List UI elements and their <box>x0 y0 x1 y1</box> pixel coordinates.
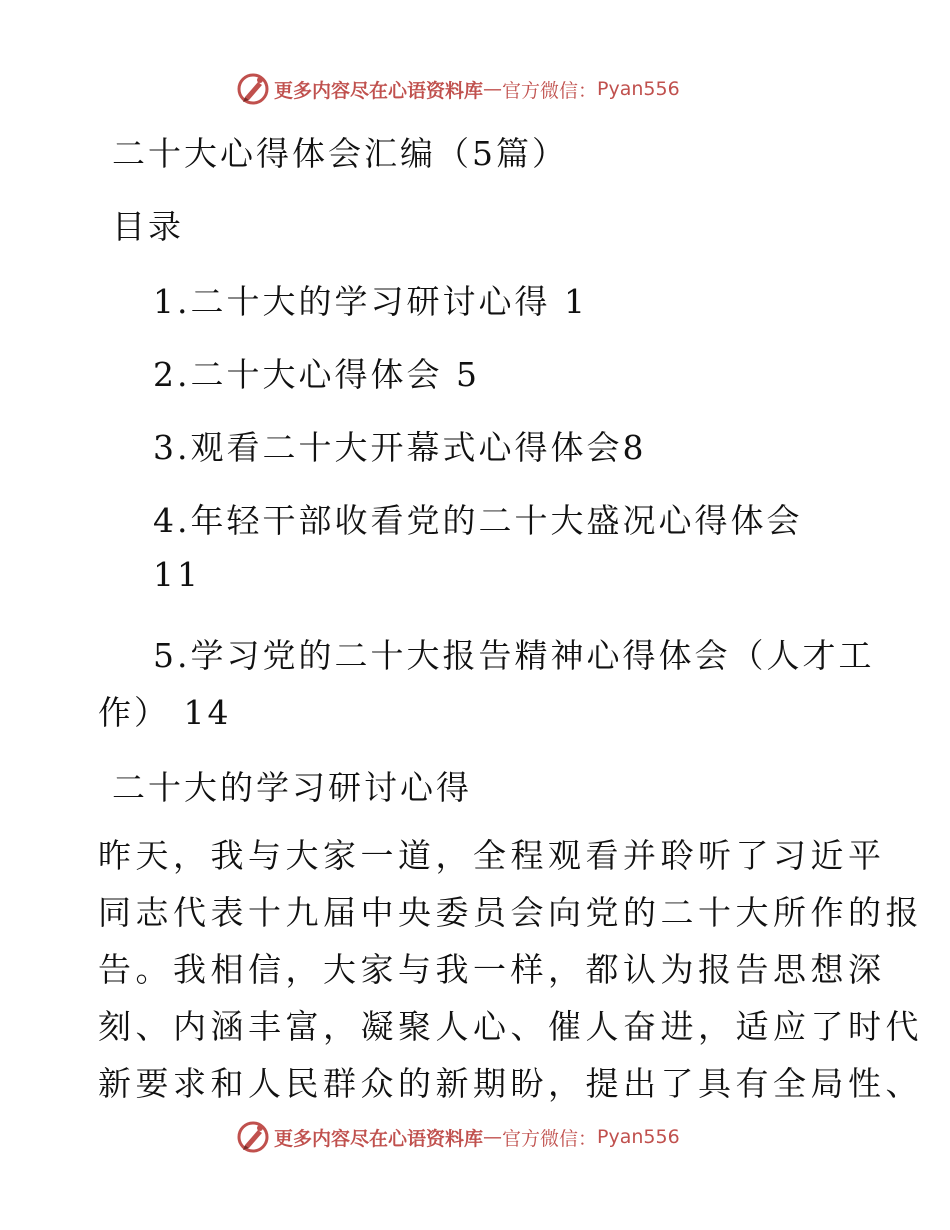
toc-item-2[interactable]: 2.二十大心得体会 5 <box>153 355 480 394</box>
header-watermark <box>236 72 680 106</box>
watermark-official: 官方微信： <box>502 79 598 102</box>
paragraph-line: 新要求和人民群众的新期盼，提出了具有全局性、 <box>98 1064 923 1103</box>
watermark-handle: Pyan556 <box>597 78 680 100</box>
toc-item-5[interactable]: 5.学习党的二十大报告精神心得体会（人才工 <box>153 636 875 675</box>
watermark-brand: 更多内容尽在心语资料库 <box>274 79 484 102</box>
watermark-brand: 更多内容尽在心语资料库 <box>274 1127 484 1150</box>
watermark-handle: Pyan556 <box>597 1126 680 1148</box>
toc-item-1[interactable]: 1.二十大的学习研讨心得 1 <box>153 282 588 321</box>
body-paragraph <box>98 827 923 1112</box>
toc-item-4-page[interactable]: 11 <box>153 555 201 594</box>
watermark-official: 官方微信： <box>502 1127 598 1150</box>
paragraph-line: 告。我相信，大家与我一样，都认为报告思想深 <box>98 950 886 989</box>
watermark-dash: — <box>483 78 503 100</box>
document-title: 二十大心得体会汇编（5篇） <box>112 134 568 173</box>
toc-item-4[interactable]: 4.年轻干部收看党的二十大盛况心得体会 <box>153 501 803 540</box>
pen-logo-icon <box>236 72 270 106</box>
watermark-dash: — <box>483 1126 503 1148</box>
toc-heading: 目录 <box>112 207 184 246</box>
paragraph-line: 同志代表十九届中央委员会向党的二十大所作的报 <box>98 893 923 932</box>
section-title: 二十大的学习研讨心得 <box>112 768 472 807</box>
footer-watermark <box>236 1120 680 1154</box>
toc-item-5-cont[interactable]: 作） 14 <box>98 693 232 732</box>
paragraph-line: 刻、内涵丰富，凝聚人心、催人奋进，适应了时代 <box>98 1007 923 1046</box>
toc-item-3[interactable]: 3.观看二十大开幕式心得体会8 <box>153 428 647 467</box>
paragraph-line: 昨天，我与大家一道，全程观看并聆听了习近平 <box>98 836 886 875</box>
pen-logo-icon <box>236 1120 270 1154</box>
